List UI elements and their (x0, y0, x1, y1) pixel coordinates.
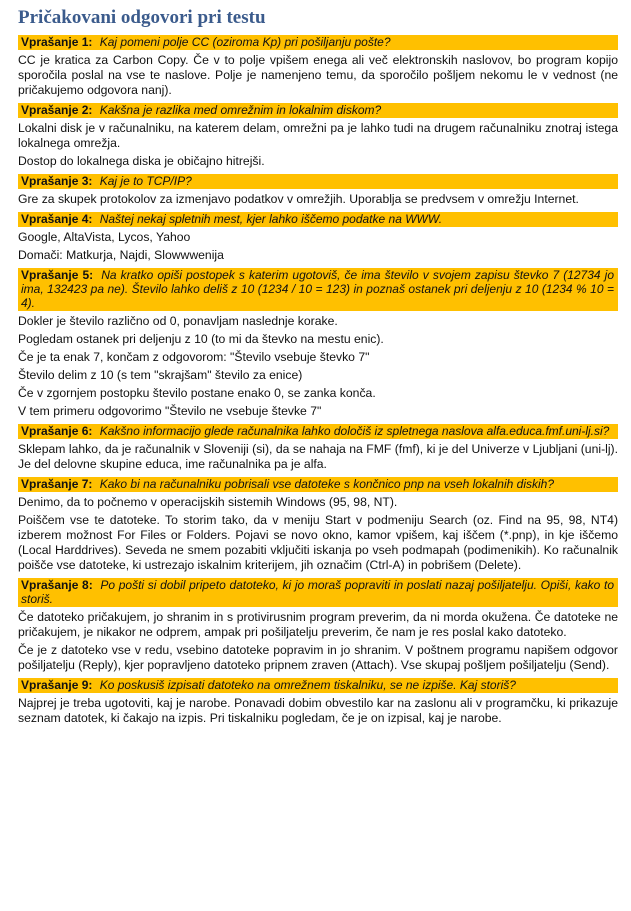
answer-paragraph: Sklepam lahko, da je računalnik v Sloveniji (si), da se nahaja na FMF (fmf), ki je del Univerze v Ljubljani (uni-lj). Je del delovne skupine educa, ime računalnika pa je alfa. (18, 442, 618, 471)
question-label: Vprašanje 1: (21, 35, 93, 49)
answer-paragraph: Dostop do lokalnega diska je običajno hitrejši. (18, 154, 265, 168)
answer-paragraph: Število delim z 10 (s tem "skrajšam" število za enice) (18, 368, 303, 382)
question-text: Na kratko opiši postopek s katerim ugotoviš, če ima število v svojem zapisu števko 7 (12734 jo ima, 132423 pa ne). Število lahko deliš z 10 (1234 / 10 = 123) in poznaš ostanek pri deljenju z 10 (1234 % 10 = 4). (21, 268, 614, 310)
answer-paragraph: V tem primeru odgovorimo "Število ne vsebuje števke 7" (18, 404, 322, 418)
answer-paragraph: Najprej je treba ugotoviti, kaj je narobe. Ponavadi dobim obvestilo kar na zaslonu ali v programčku, ki prikazuje seznam datotek, ki čakajo na izpis. Pri tiskalniku pogledam, če je on izpisal, kaj je narobe. (18, 696, 618, 725)
question-block (18, 268, 618, 419)
question-heading (18, 35, 618, 50)
question-block (18, 477, 618, 573)
question-heading (18, 268, 618, 311)
question-text: Kaj je to TCP/IP? (99, 174, 192, 188)
question-label: Vprašanje 5: (21, 268, 94, 282)
answer-paragraph: Če je ta enak 7, končam z odgovorom: "Število vsebuje števko 7" (18, 350, 370, 364)
answer-paragraph: CC je kratica za Carbon Copy. Če v to polje vpišem enega ali več elektronskih naslovov, bo program kopijo sporočila poslal na vse te naslove. Polje je namenjeno temu, da sporočilo pošljem nekomu le v vednost (ne pričakujemo odgovora nanj). (18, 53, 618, 97)
question-text: Kaj pomeni polje CC (oziroma Kp) pri pošiljanju pošte? (99, 35, 391, 49)
question-label: Vprašanje 2: (21, 103, 93, 117)
answer-paragraph: Poiščem vse te datoteke. To storim tako, da v meniju Start v podmeniju Search (oz. Find na 95, 98, NT4) izberem možnost For Files or Folders. Pojavi se novo okno, kamor vpišem, kaj iščem (*.pnp), in kje iščemo (Local Harddrives). Seveda ne smem pozabiti vključiti iskanja po vseh podmapah (podimenikih). Ko računalnik poišče vse datoteke, ki ustrezajo iskalnim kriterijem, jih označim (Ctrl-A) in pobrišem (Delete). (18, 513, 618, 572)
answer-paragraph: Če datoteko pričakujem, jo shranim in s protivirusnim program preverim, da ni morda okužena. Če datoteke ne pričakujem, je nikakor ne odprem, ampak pri pošiljatelju preverim, če nam je res poslal kako datoteko. (18, 610, 618, 639)
question-label: Vprašanje 9: (21, 678, 93, 692)
question-heading (18, 424, 618, 439)
question-heading (18, 174, 618, 189)
question-text: Kakšna je razlika med omrežnim in lokalnim diskom? (99, 103, 382, 117)
question-label: Vprašanje 8: (21, 578, 93, 592)
question-text: Po pošti si dobil pripeto datoteko, ki jo moraš popraviti in poslati nazaj pošiljatelju. Opiši, kako to storiš. (21, 578, 614, 606)
answer-paragraph: Dokler je število različno od 0, ponavljam naslednje korake. (18, 314, 338, 328)
answer-paragraph: Gre za skupek protokolov za izmenjavo podatkov v omrežjih. Uporablja se predvsem v omrežju Internet. (18, 192, 579, 206)
question-heading (18, 678, 618, 693)
question-block (18, 578, 618, 673)
question-label: Vprašanje 6: (21, 424, 93, 438)
question-text: Kako bi na računalniku pobrisali vse datoteke s končnico pnp na vseh lokalnih diskih? (99, 477, 554, 491)
question-block (18, 678, 618, 726)
answer-paragraph: Če je z datoteko vse v redu, vsebino datoteke popravim in jo shranim. V poštnem programu napišem odgovor pošiljatelju (Reply), kjer popravljeno datoteko pripnem zraven (Attach). Vse skupaj pošljem pošiljatelju (Send). (18, 643, 618, 672)
question-text: Ko poskusiš izpisati datoteko na omrežnem tiskalniku, se ne izpiše. Kaj storiš? (99, 678, 516, 692)
question-block (18, 424, 618, 472)
question-heading (18, 578, 618, 607)
question-heading (18, 103, 618, 118)
answer-paragraph: Pogledam ostanek pri deljenju z 10 (to mi da števko na mestu enic). (18, 332, 384, 346)
answer-paragraph: Če v zgornjem postopku število postane enako 0, se zanka konča. (18, 386, 376, 400)
question-label: Vprašanje 7: (21, 477, 93, 491)
answer-paragraph: Google, AltaVista, Lycos, Yahoo (18, 230, 191, 244)
question-block (18, 174, 618, 207)
question-heading (18, 477, 618, 492)
question-text: Kakšno informacijo glede računalnika lahko določiš iz spletnega naslova alfa.educa.fmf.uni-lj.si? (99, 424, 610, 438)
answer-paragraph: Lokalni disk je v računalniku, na katerem delam, omrežni pa je lahko tudi na drugem računalniku znotraj istega lokalnega omrežja. (18, 121, 618, 150)
question-block (18, 103, 618, 169)
answer-paragraph: Domači: Matkurja, Najdi, Slowwwenija (18, 248, 224, 262)
question-heading (18, 212, 618, 227)
page-title: Pričakovani odgovori pri testu (18, 7, 266, 28)
question-block (18, 212, 618, 263)
question-block (18, 35, 618, 98)
answer-paragraph: Denimo, da to počnemo v operacijskih sistemih Windows (95, 98, NT). (18, 495, 398, 509)
question-label: Vprašanje 4: (21, 212, 93, 226)
question-list (18, 35, 618, 726)
question-label: Vprašanje 3: (21, 174, 93, 188)
question-text: Naštej nekaj spletnih mest, kjer lahko iščemo podatke na WWW. (99, 212, 443, 226)
